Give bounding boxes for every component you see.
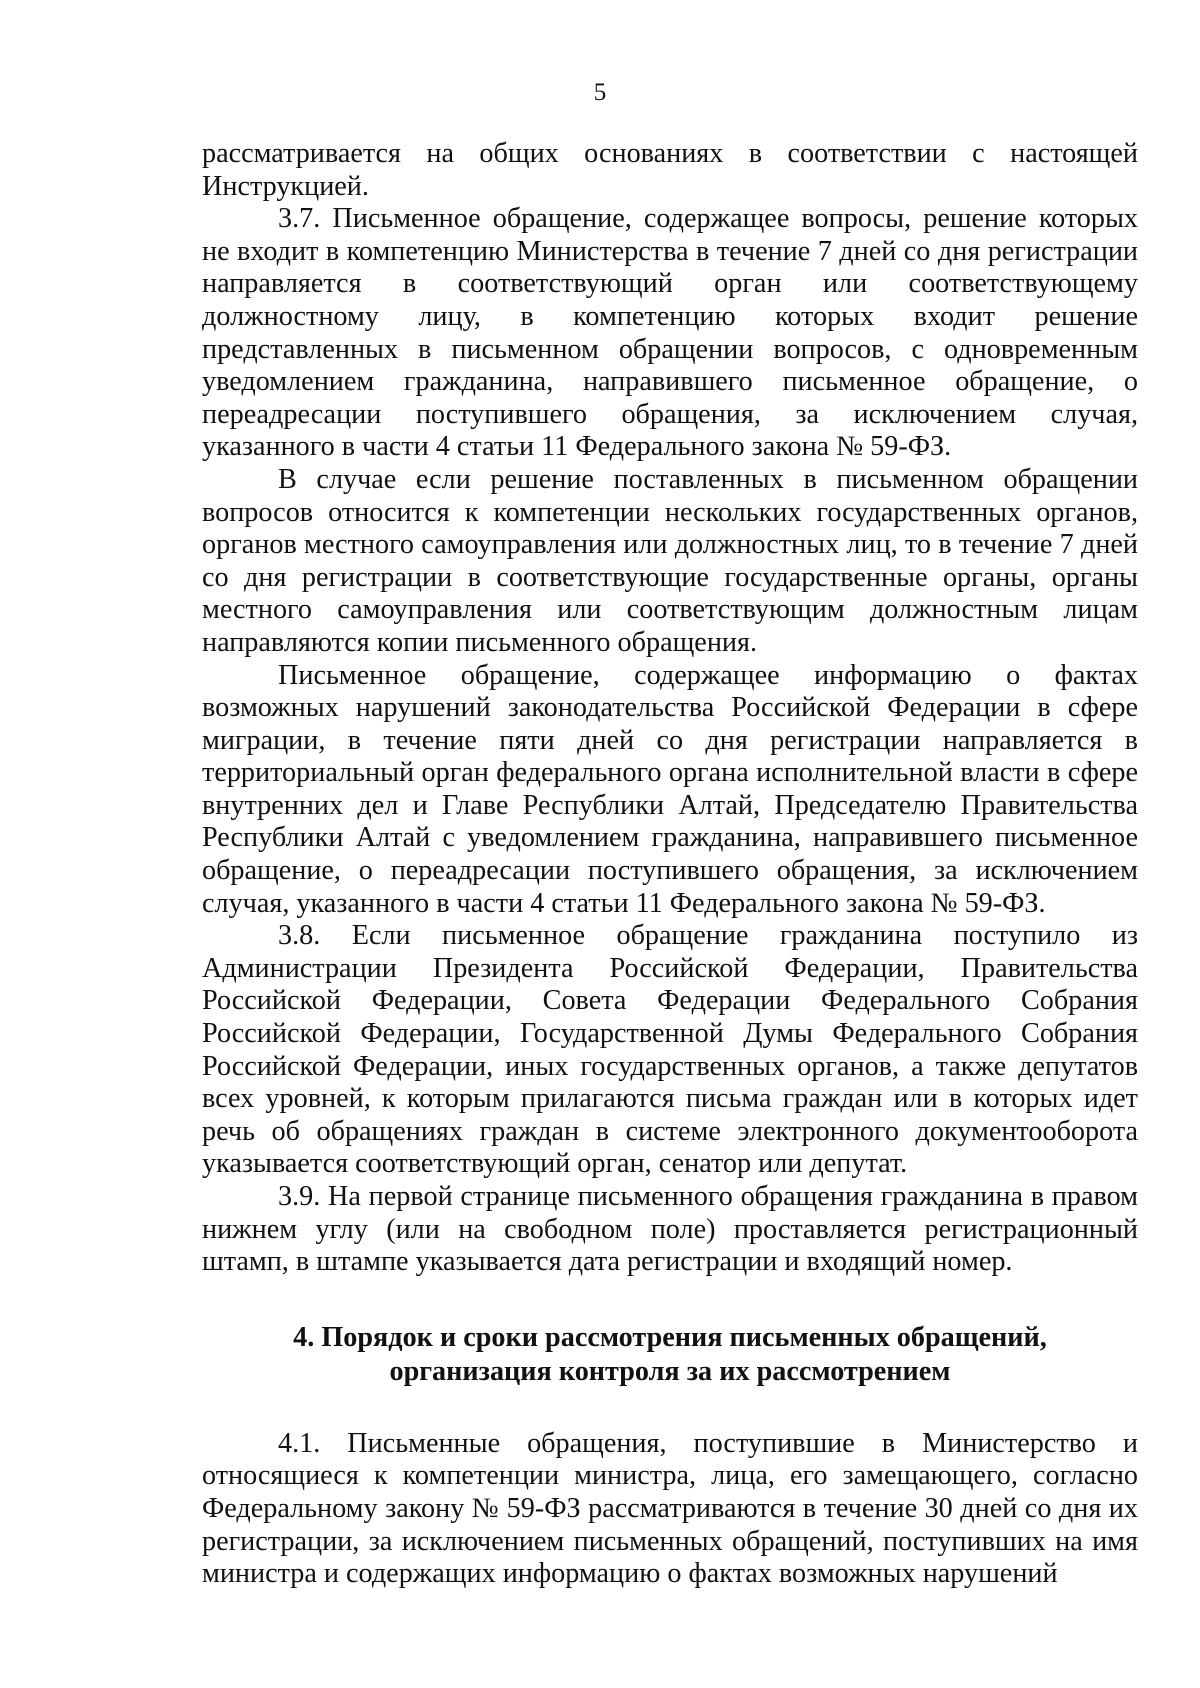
paragraph-continuation: рассматривается на общих основаниях в соответствии с настоящей Инструкцией.: [202, 138, 1138, 202]
section-heading: [202, 1321, 1138, 1389]
page-number: 5: [593, 79, 607, 106]
paragraph-4-1: 4.1. Письменные обращения, поступившие в Министерство и относящиеся к компетенции министра, лица, его замещающего, согласно Федеральному закону № 59-ФЗ рассматриваются в течение 30 дней со дня их регистрации, за исключением письменных обращений, поступивших на имя министра и содержащих информацию о фактах возможных нарушений: [202, 1427, 1138, 1590]
paragraph-multiple-bodies: В случае если решение поставленных в письменном обращении вопросов относится к компетенции нескольких государственных органов, органов местного самоуправления или должностных лиц, то в течение 7 дней со дня регистрации в соответствующие государственные органы, органы местного самоуправления или соответствующим должностным лицам направляются копии письменного обращения.: [202, 463, 1138, 658]
document-body: [202, 138, 1138, 1591]
paragraph-migration: Письменное обращение, содержащее информацию о фактах возможных нарушений законодательства Российской Федерации в сфере миграции, в течение пяти дней со дня регистрации направляется в территориальный орган федерального органа исполнительной власти в сфере внутренних дел и Главе Республики Алтай, Председателю Правительства Республики Алтай с уведомлением гражданина, направившего письменное обращение, о переадресации поступившего обращения, за исключением случая, указанного в части 4 статьи 11 Федерального закона № 59-ФЗ.: [202, 659, 1138, 919]
paragraph-3-7: 3.7. Письменное обращение, содержащее вопросы, решение которых не входит в компетенцию Министерства в течение 7 дней со дня регистрации направляется в соответствующий орган или соответствующему должностному лицу, в компетенцию которых входит решение представленных в письменном обращении вопросов, с одновременным уведомлением гражданина, направившего письменное обращение, о переадресации поступившего обращения, за исключением случая, указанного в части 4 статьи 11 Федерального закона № 59-ФЗ.: [202, 203, 1138, 463]
section-heading-line-1: 4. Порядок и сроки рассмотрения письменных обращений,: [293, 1321, 1047, 1353]
section-heading-line-2: организация контроля за их рассмотрением: [389, 1355, 951, 1387]
paragraph-3-8: 3.8. Если письменное обращение гражданина поступило из Администрации Президента Российской Федерации, Правительства Российской Федерации, Совета Федерации Федерального Собрания Российской Федерации, Государственной Думы Федерального Собрания Российской Федерации, иных государственных органов, а также депутатов всех уровней, к которым прилагаются письма граждан или в которых идет речь об обращениях граждан в системе электронного документооборота указывается соответствующий орган, сенатор или депутат.: [202, 920, 1138, 1180]
paragraph-3-9: 3.9. На первой странице письменного обращения гражданина в правом нижнем углу (или на свободном поле) проставляется регистрационный штамп, в штампе указывается дата регистрации и входящий номер.: [202, 1181, 1138, 1278]
